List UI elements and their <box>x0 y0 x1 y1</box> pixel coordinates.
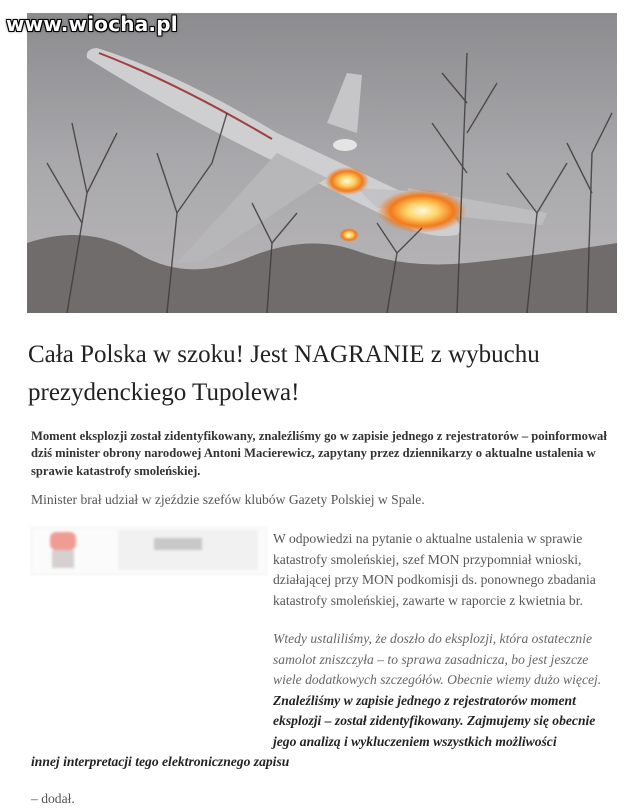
article-paragraph-1: Minister brał udział w zjeździe szefów klubów Gazety Polskiej w Spale. <box>31 492 425 507</box>
article-quote <box>273 629 618 753</box>
hero-photo <box>27 13 617 313</box>
ad-image <box>50 532 76 550</box>
ad-text <box>154 538 202 550</box>
article-closing: – dodał. <box>31 791 75 806</box>
fire-glow <box>377 189 467 233</box>
quote-bold: Znaleźliśmy w zapisie jednego z rejestratorów moment eksplozji – został zidentyfikowany. Zajmujemy się obecnie jego analizą i wykluczeniem wszystkich możliwości <box>273 692 596 749</box>
blurred-ad-banner[interactable] <box>31 527 267 575</box>
burning-plane-image <box>27 13 617 313</box>
article-title: Cała Polska w szoku! Jest NAGRANIE z wybuchu prezydenckiego Tupolewa! <box>28 341 540 406</box>
site-watermark: www.wiocha.pl <box>6 12 178 36</box>
article-quote-end: innej interpretacji tego elektronicznego zapisu <box>31 754 290 769</box>
quote-italic: Wtedy ustaliliśmy, że doszło do eksplozji, która ostatecznie samolot zniszczyła – to sprawa zasadnicza, bo jest jeszcze wiele dodatkowych szczegółów. Obecnie wiemy dużo więcej. <box>273 631 602 688</box>
article-lead: Moment eksplozji został zidentyfikowany, znaleźliśmy go w zapisie jednego z rejestratorów – poinformował dziś minister obrony narodowej Antoni Macierewicz, zapytany przez dziennikarzy o aktualne ustalenia w sprawie katastrofy smoleńskiej. <box>31 429 607 478</box>
article-paragraph-2: W odpowiedzi na pytanie o aktualne ustalenia w sprawie katastrofy smoleńskiej, szef MON przypomniał wnioski, działającej przy MON podkomisji ds. ponownego zbadania katastrofy smoleńskiej, zawarte w raporcie z kwietnia br. <box>273 531 596 608</box>
